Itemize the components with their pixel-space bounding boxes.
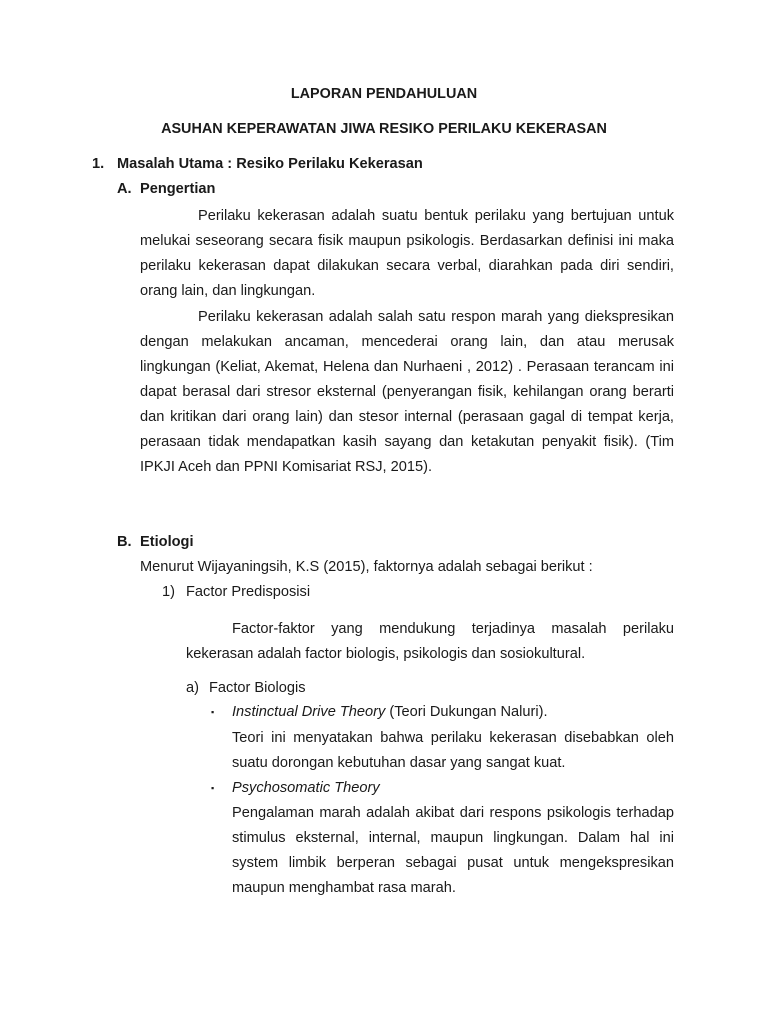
sub-a-letter: a): [186, 680, 199, 696]
bullet-marker-2: ▪: [211, 783, 215, 793]
pengertian-paragraph-1: Perilaku kekerasan adalah suatu bentuk perilaku yang bertujuan untuk melukai seseorang secara fisik maupun psikologis. Berdasarkan definisi ini maka perilaku kekerasan dapat dilakukan secara verbal, diarahkan pada diri sendiri, orang lain, dan lingkungan.: [140, 208, 674, 299]
predisposisi-paragraph: Factor-faktor yang mendukung terjadinya masalah perilaku kekerasan adalah factor biologis, psikologis dan sosiokultural.: [186, 621, 674, 662]
document-subtitle: ASUHAN KEPERAWATAN JIWA RESIKO PERILAKU KEKERASAN: [161, 121, 607, 137]
bullet-marker-1: ▪: [211, 707, 215, 717]
bullet-2-text: Pengalaman marah adalah akibat dari respons psikologis terhadap stimulus eksternal, internal, maupun lingkungan. Dalam hal ini system limbik berperan sebagai pusat untuk mengekspresikan maupun menghambat rasa marah.: [232, 805, 674, 896]
section-b-letter: B.: [117, 534, 132, 550]
bullet-1-title-line: [232, 704, 548, 720]
section-1-heading: Masalah Utama : Resiko Perilaku Kekerasan: [117, 156, 423, 172]
section-1-number: 1.: [92, 156, 105, 172]
section-b-heading: Etiologi: [140, 534, 194, 550]
bullet-1-title-suffix: (Teori Dukungan Naluri).: [385, 704, 548, 720]
bullet-1-title: Instinctual Drive Theory: [232, 704, 386, 720]
item-1-heading: Factor Predisposisi: [186, 584, 311, 600]
bullet-1-text: Teori ini menyatakan bahwa perilaku kekerasan disebabkan oleh suatu dorongan kebutuhan dasar yang sangat kuat.: [232, 730, 674, 771]
etiologi-intro: Menurut Wijayaningsih, K.S (2015), faktornya adalah sebagai berikut :: [140, 559, 593, 575]
document-title: LAPORAN PENDAHULUAN: [290, 86, 478, 102]
item-1-number: 1): [162, 584, 175, 600]
bullet-2-title: Psychosomatic Theory: [232, 780, 380, 796]
bullet-2-title-line: [232, 780, 380, 796]
sub-a-heading: Factor Biologis: [209, 680, 306, 696]
section-a-letter: A.: [117, 181, 132, 197]
section-a-heading: Pengertian: [140, 181, 216, 197]
pengertian-paragraph-2: Perilaku kekerasan adalah salah satu respon marah yang diekspresikan dengan melakukan ancaman, mencederai orang lain, dan atau merusak lingkungan (Keliat, Akemat, Helena dan Nurhaeni , 2012) . Perasaan terancam ini dapat berasal dari stresor eksternal (penyerangan fisik, kehilangan orang berarti dan kritikan dari orang lain) dan stesor internal (perasaan gagal di tempat kerja, perasaan tidak mendapatkan kasih sayang dan ketakutan penyakit fisik). (Tim IPKJI Aceh dan PPNI Komisariat RSJ, 2015).: [140, 309, 674, 475]
